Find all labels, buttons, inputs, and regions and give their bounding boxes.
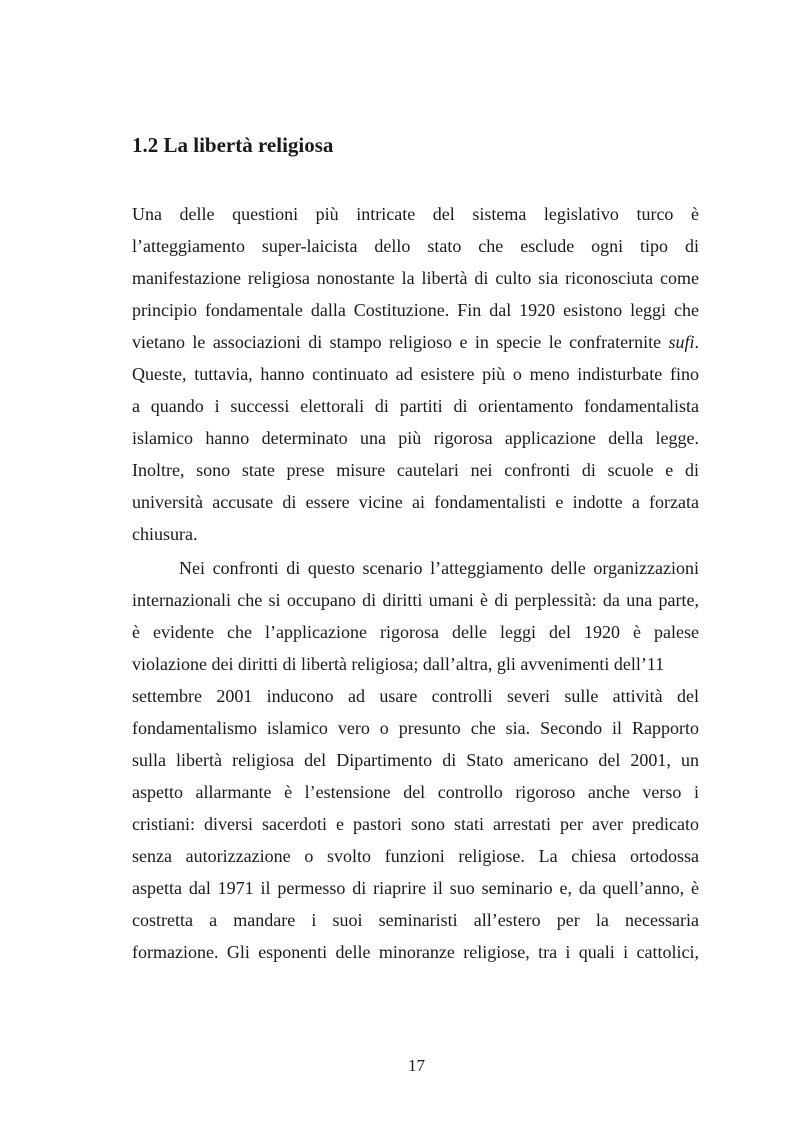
paragraph-1-line-1: Una delle questioni più intricate del sistema legislativo turco è bbox=[132, 204, 699, 224]
paragraph-2-line-9: cristiani: diversi sacerdoti e pastori sono stati arrestati per aver predicato bbox=[132, 814, 699, 834]
paragraph-2-line-10: senza autorizzazione o svolto funzioni religiose. La chiesa ortodossa bbox=[132, 846, 699, 866]
paragraph-2-line-7: sulla libertà religiosa del Dipartimento di Stato americano del 2001, un bbox=[132, 750, 699, 770]
paragraph-2-line-2: internazionali che si occupano di diritti umani è di perplessità: da una parte, bbox=[132, 590, 699, 610]
paragraph-2-line-8: aspetto allarmante è l’estensione del controllo rigoroso anche verso i bbox=[132, 782, 699, 802]
paragraph-1-line-2: l’atteggiamento super-laicista dello stato che esclude ogni tipo di bbox=[132, 236, 699, 256]
paragraph-1-line-3: manifestazione religiosa nonostante la libertà di culto sia riconosciuta come bbox=[132, 268, 699, 288]
paragraph-2-line-5: settembre 2001 inducono ad usare controlli severi sulle attività del bbox=[132, 686, 699, 706]
paragraph-2-line-4: violazione dei diritti di libertà religiosa; dall’altra, gli avvenimenti dell’11 bbox=[132, 654, 665, 674]
paragraph-1-line-8: islamico hanno determinato una più rigorosa applicazione della legge. bbox=[132, 428, 699, 448]
italic-term-sufi: sufi bbox=[668, 332, 695, 352]
paragraph-2-line-6: fondamentalismo islamico vero o presunto che sia. Secondo il Rapporto bbox=[132, 718, 699, 738]
paragraph-1-line-5-text: vietano le associazioni di stampo religioso e in specie le confraternite bbox=[132, 332, 662, 352]
paragraph-2-line-12: costretta a mandare i suoi seminaristi all’estero per la necessaria bbox=[132, 910, 699, 930]
paragraph-2-line-1: Nei confronti di questo scenario l’atteggiamento delle organizzazioni bbox=[179, 558, 699, 578]
paragraph-1-line-6: Queste, tuttavia, hanno continuato ad esistere più o meno indisturbate fino bbox=[132, 364, 699, 384]
paragraph-1-line-9: Inoltre, sono state prese misure cautelari nei confronti di scuole e di bbox=[132, 460, 699, 480]
paragraph-1-line-7: a quando i successi elettorali di partiti di orientamento fondamentalista bbox=[132, 396, 699, 416]
paragraph-1-line-4: principio fondamentale dalla Costituzione. Fin dal 1920 esistono leggi che bbox=[132, 300, 699, 320]
paragraph-1-line-11: chiusura. bbox=[132, 524, 198, 544]
paragraph-2-line-3: è evidente che l’applicazione rigorosa delle leggi del 1920 è palese bbox=[132, 622, 699, 642]
paragraph-2-line-11: aspetta dal 1971 il permesso di riaprire il suo seminario e, da quell’anno, è bbox=[132, 878, 699, 898]
paragraph-1-line-10: università accusate di essere vicine ai fondamentalisti e indotte a forzata bbox=[132, 492, 699, 512]
paragraph-2-line-13: formazione. Gli esponenti delle minoranze religiose, tra i quali i cattolici, bbox=[132, 942, 699, 962]
italic-term-suffix: . bbox=[694, 332, 700, 352]
page-number: 17 bbox=[408, 1056, 425, 1075]
paragraph-1-line-5 bbox=[132, 330, 699, 354]
section-heading: 1.2 La libertà religiosa bbox=[132, 133, 334, 157]
